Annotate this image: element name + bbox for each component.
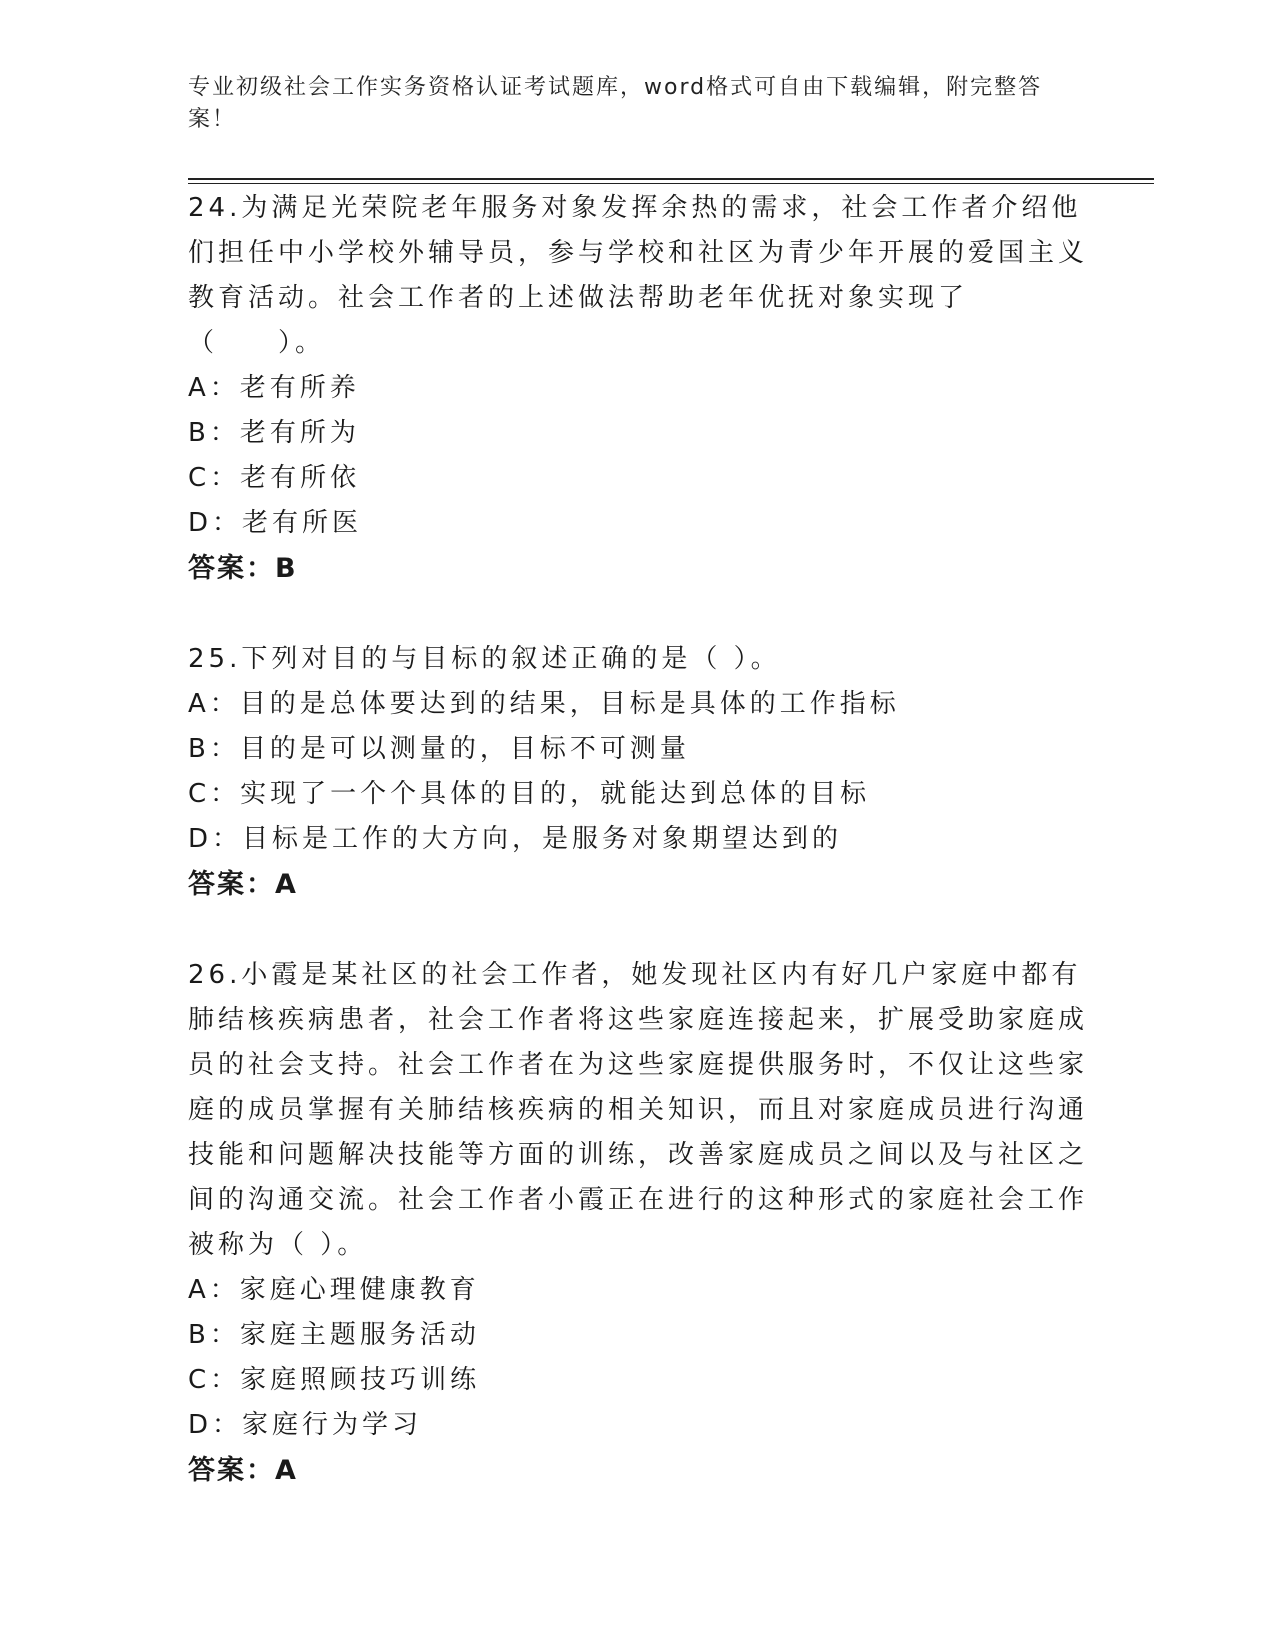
question-25 <box>188 637 1088 907</box>
question-stem: 25.下列对目的与目标的叙述正确的是（ ）。 <box>188 644 781 674</box>
option-a: A：老有所养 <box>188 373 360 403</box>
question-spacer <box>188 591 1088 637</box>
option-d: D：目标是工作的大方向，是服务对象期望达到的 <box>188 824 843 854</box>
question-stem: 24.为满足光荣院老年服务对象发挥余热的需求，社会工作者介绍他们担任中小学校外辅导员，参与学校和社区为青少年开展的爱国主义教育活动。社会工作者的上述做法帮助老年优抚对象实现了（ ）。 <box>188 193 1089 358</box>
question-spacer <box>188 907 1088 953</box>
question-24 <box>188 186 1088 591</box>
page-header: 专业初级社会工作实务资格认证考试题库，word格式可自由下载编辑，附完整答案！ <box>188 75 1043 132</box>
question-26 <box>188 953 1088 1493</box>
option-d: D：家庭行为学习 <box>188 1410 423 1440</box>
question-stem: 26.小霞是某社区的社会工作者，她发现社区内有好几户家庭中都有肺结核疾病患者，社会工作者将这些家庭连接起来，扩展受助家庭成员的社会支持。社会工作者在为这些家庭提供服务时，不仅让这些家庭的成员掌握有关肺结核疾病的相关知识，而且对家庭成员进行沟通技能和问题解决技能等方面的训练，改善家庭成员之间以及与社区之间的沟通交流。社会工作者小霞正在进行的这种形式的家庭社会工作被称为（ ）。 <box>188 960 1089 1260</box>
answer-label: 答案：A <box>188 1455 298 1486</box>
option-c: C：家庭照顾技巧训练 <box>188 1365 481 1395</box>
header-rule-thin <box>188 183 1154 184</box>
option-b: B：家庭主题服务活动 <box>188 1320 480 1350</box>
option-a: A：家庭心理健康教育 <box>188 1275 480 1305</box>
answer-label: 答案：B <box>188 553 298 584</box>
header-rule-thick <box>188 178 1154 180</box>
answer-label: 答案：A <box>188 869 298 900</box>
option-b: B：老有所为 <box>188 418 360 448</box>
question-list <box>188 186 1088 1493</box>
option-b: B：目的是可以测量的，目标不可测量 <box>188 734 690 764</box>
option-c: C：老有所依 <box>188 463 361 493</box>
option-c: C：实现了一个个具体的目的，就能达到总体的目标 <box>188 779 871 809</box>
option-a: A：目的是总体要达到的结果，目标是具体的工作指标 <box>188 689 900 719</box>
option-d: D：老有所医 <box>188 508 363 538</box>
